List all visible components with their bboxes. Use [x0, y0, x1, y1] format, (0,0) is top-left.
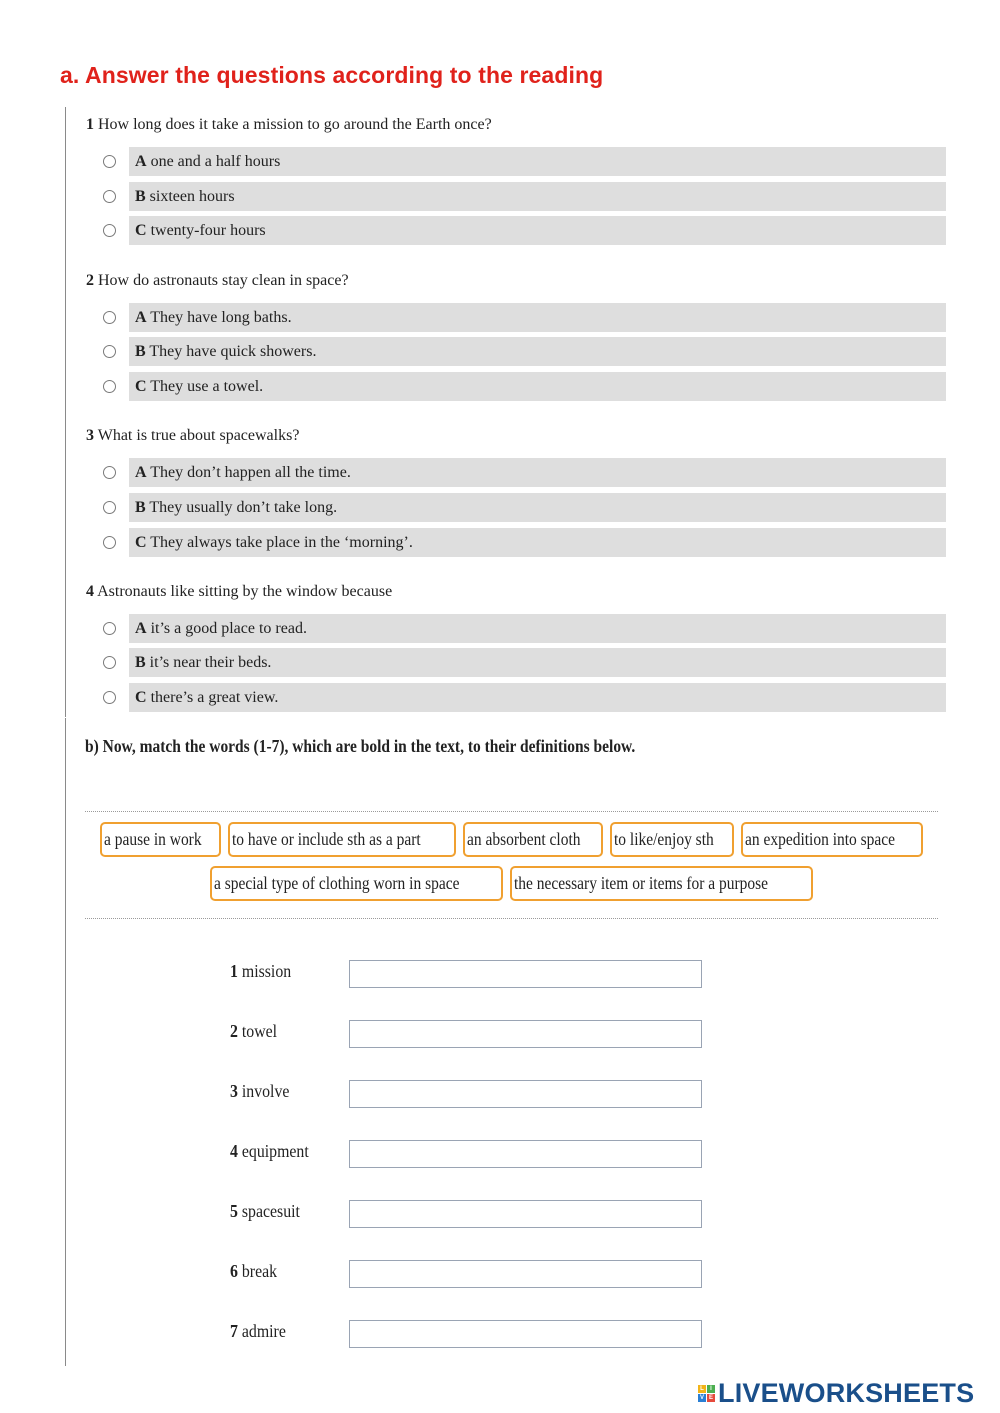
option-letter: B — [135, 188, 146, 205]
dotted-divider — [85, 811, 938, 812]
chip-row-2 — [85, 866, 938, 901]
match-word-2 — [230, 1021, 277, 1042]
word-text: admire — [241, 1321, 286, 1341]
logo-mark-letter: L — [698, 1385, 706, 1393]
q1-option-c[interactable] — [129, 216, 946, 245]
definition-chip[interactable] — [610, 822, 734, 857]
option-letter: A — [135, 620, 147, 637]
chip-label: an absorbent cloth — [466, 829, 581, 849]
question-number: 4 — [86, 583, 94, 600]
question-3 — [86, 427, 299, 445]
radio-button[interactable] — [103, 656, 116, 669]
word-text: break — [241, 1261, 278, 1281]
option-text: They have long baths. — [150, 309, 292, 326]
definition-chip[interactable] — [741, 822, 923, 857]
word-text: mission — [241, 961, 292, 981]
word-text: involve — [241, 1081, 290, 1101]
answer-input-4[interactable] — [349, 1140, 702, 1168]
left-rule-lower — [65, 718, 66, 1366]
answer-input-2[interactable] — [349, 1020, 702, 1048]
logo-mark-letter: V — [699, 1394, 704, 1401]
option-text: one and a half hours — [150, 153, 281, 170]
radio-button[interactable] — [103, 345, 116, 358]
q2-option-c[interactable] — [129, 372, 946, 401]
option-letter: B — [135, 499, 146, 516]
option-text: They have quick showers. — [149, 343, 317, 360]
answer-input-6[interactable] — [349, 1260, 702, 1288]
q4-option-b[interactable] — [129, 648, 946, 677]
match-word-3 — [230, 1081, 289, 1102]
word-number: 2 — [230, 1021, 238, 1041]
option-text: sixteen hours — [149, 188, 235, 205]
definition-bank — [85, 822, 938, 910]
definition-chip[interactable] — [228, 822, 455, 857]
option-text: it’s a good place to read. — [150, 620, 307, 637]
word-number: 6 — [230, 1261, 238, 1281]
option-letter: A — [135, 309, 147, 326]
radio-button[interactable] — [103, 155, 116, 168]
logo-mark-letter: I — [707, 1385, 715, 1393]
question-4 — [86, 583, 392, 601]
question-1 — [86, 116, 492, 134]
question-2 — [86, 272, 349, 290]
question-text: Astronauts like sitting by the window because — [97, 583, 393, 600]
word-number: 5 — [230, 1201, 238, 1221]
liveworksheets-logo — [698, 1378, 974, 1408]
chip-row-1 — [85, 822, 938, 857]
option-text: They always take place in the ‘morning’. — [150, 534, 413, 551]
match-word-1 — [230, 961, 291, 982]
chip-label: an expedition into space — [744, 829, 895, 849]
word-text: equipment — [241, 1141, 309, 1161]
q2-option-b[interactable] — [129, 337, 946, 366]
question-text: How do astronauts stay clean in space? — [98, 272, 349, 289]
option-letter: C — [135, 378, 147, 395]
q3-option-a[interactable] — [129, 458, 946, 487]
page-title: a. Answer the questions according to the reading — [60, 62, 604, 88]
definition-chip[interactable] — [100, 822, 221, 857]
part-b-instruction: b) Now, match the words (1-7), which are bold in the text, to their definitions below. — [85, 736, 636, 756]
logo-mark-letter: E — [708, 1394, 713, 1401]
word-number: 1 — [230, 961, 238, 981]
option-text: there’s a great view. — [150, 689, 279, 706]
word-number: 3 — [230, 1081, 238, 1101]
match-word-5 — [230, 1201, 300, 1222]
chip-label: the necessary item or items for a purpose — [514, 873, 769, 893]
answer-input-7[interactable] — [349, 1320, 702, 1348]
question-number: 1 — [86, 116, 94, 133]
logo-text: LIVEWORKSHEETS — [718, 1377, 975, 1408]
logo-mark-icon — [698, 1385, 715, 1402]
definition-chip[interactable] — [210, 866, 503, 901]
word-text: spacesuit — [241, 1201, 300, 1221]
option-letter: B — [135, 343, 146, 360]
question-number: 2 — [86, 272, 94, 289]
option-text: it’s near their beds. — [149, 654, 272, 671]
option-text: They use a towel. — [150, 378, 264, 395]
radio-button[interactable] — [103, 536, 116, 549]
question-text: What is true about spacewalks? — [97, 427, 300, 444]
dotted-divider — [85, 918, 938, 919]
option-text: They don’t happen all the time. — [150, 464, 351, 481]
q4-option-c[interactable] — [129, 683, 946, 712]
radio-button[interactable] — [103, 466, 116, 479]
word-text: towel — [241, 1021, 278, 1041]
radio-button[interactable] — [103, 190, 116, 203]
option-text: They usually don’t take long. — [149, 499, 338, 516]
chip-label: a special type of clothing worn in space — [213, 873, 460, 893]
option-text: twenty-four hours — [150, 222, 266, 239]
q3-option-c[interactable] — [129, 528, 946, 557]
chip-label: to have or include sth as a part — [232, 829, 422, 849]
radio-button[interactable] — [103, 224, 116, 237]
option-letter: C — [135, 689, 147, 706]
option-letter: C — [135, 222, 147, 239]
word-number: 7 — [230, 1321, 238, 1341]
radio-button[interactable] — [103, 311, 116, 324]
match-word-7 — [230, 1321, 286, 1342]
q1-option-a[interactable] — [129, 147, 946, 176]
option-letter: A — [135, 464, 147, 481]
option-letter: C — [135, 534, 147, 551]
answer-input-3[interactable] — [349, 1080, 702, 1108]
q2-option-a[interactable] — [129, 303, 946, 332]
q1-option-b[interactable] — [129, 182, 946, 211]
answer-input-5[interactable] — [349, 1200, 702, 1228]
radio-button[interactable] — [103, 622, 116, 635]
word-number: 4 — [230, 1141, 238, 1161]
definition-chip[interactable] — [463, 822, 603, 857]
question-number: 3 — [86, 427, 94, 444]
match-word-6 — [230, 1261, 277, 1282]
option-letter: A — [135, 153, 147, 170]
chip-label: to like/enjoy sth — [613, 829, 714, 849]
left-rule — [65, 107, 66, 717]
radio-button[interactable] — [103, 380, 116, 393]
definition-chip[interactable] — [510, 866, 813, 901]
answer-input-1[interactable] — [349, 960, 702, 988]
q3-option-b[interactable] — [129, 493, 946, 522]
radio-button[interactable] — [103, 691, 116, 704]
radio-button[interactable] — [103, 501, 116, 514]
q4-option-a[interactable] — [129, 614, 946, 643]
question-text: How long does it take a mission to go around the Earth once? — [98, 116, 492, 133]
option-letter: B — [135, 654, 146, 671]
match-word-4 — [230, 1141, 309, 1162]
chip-label: a pause in work — [103, 829, 202, 849]
